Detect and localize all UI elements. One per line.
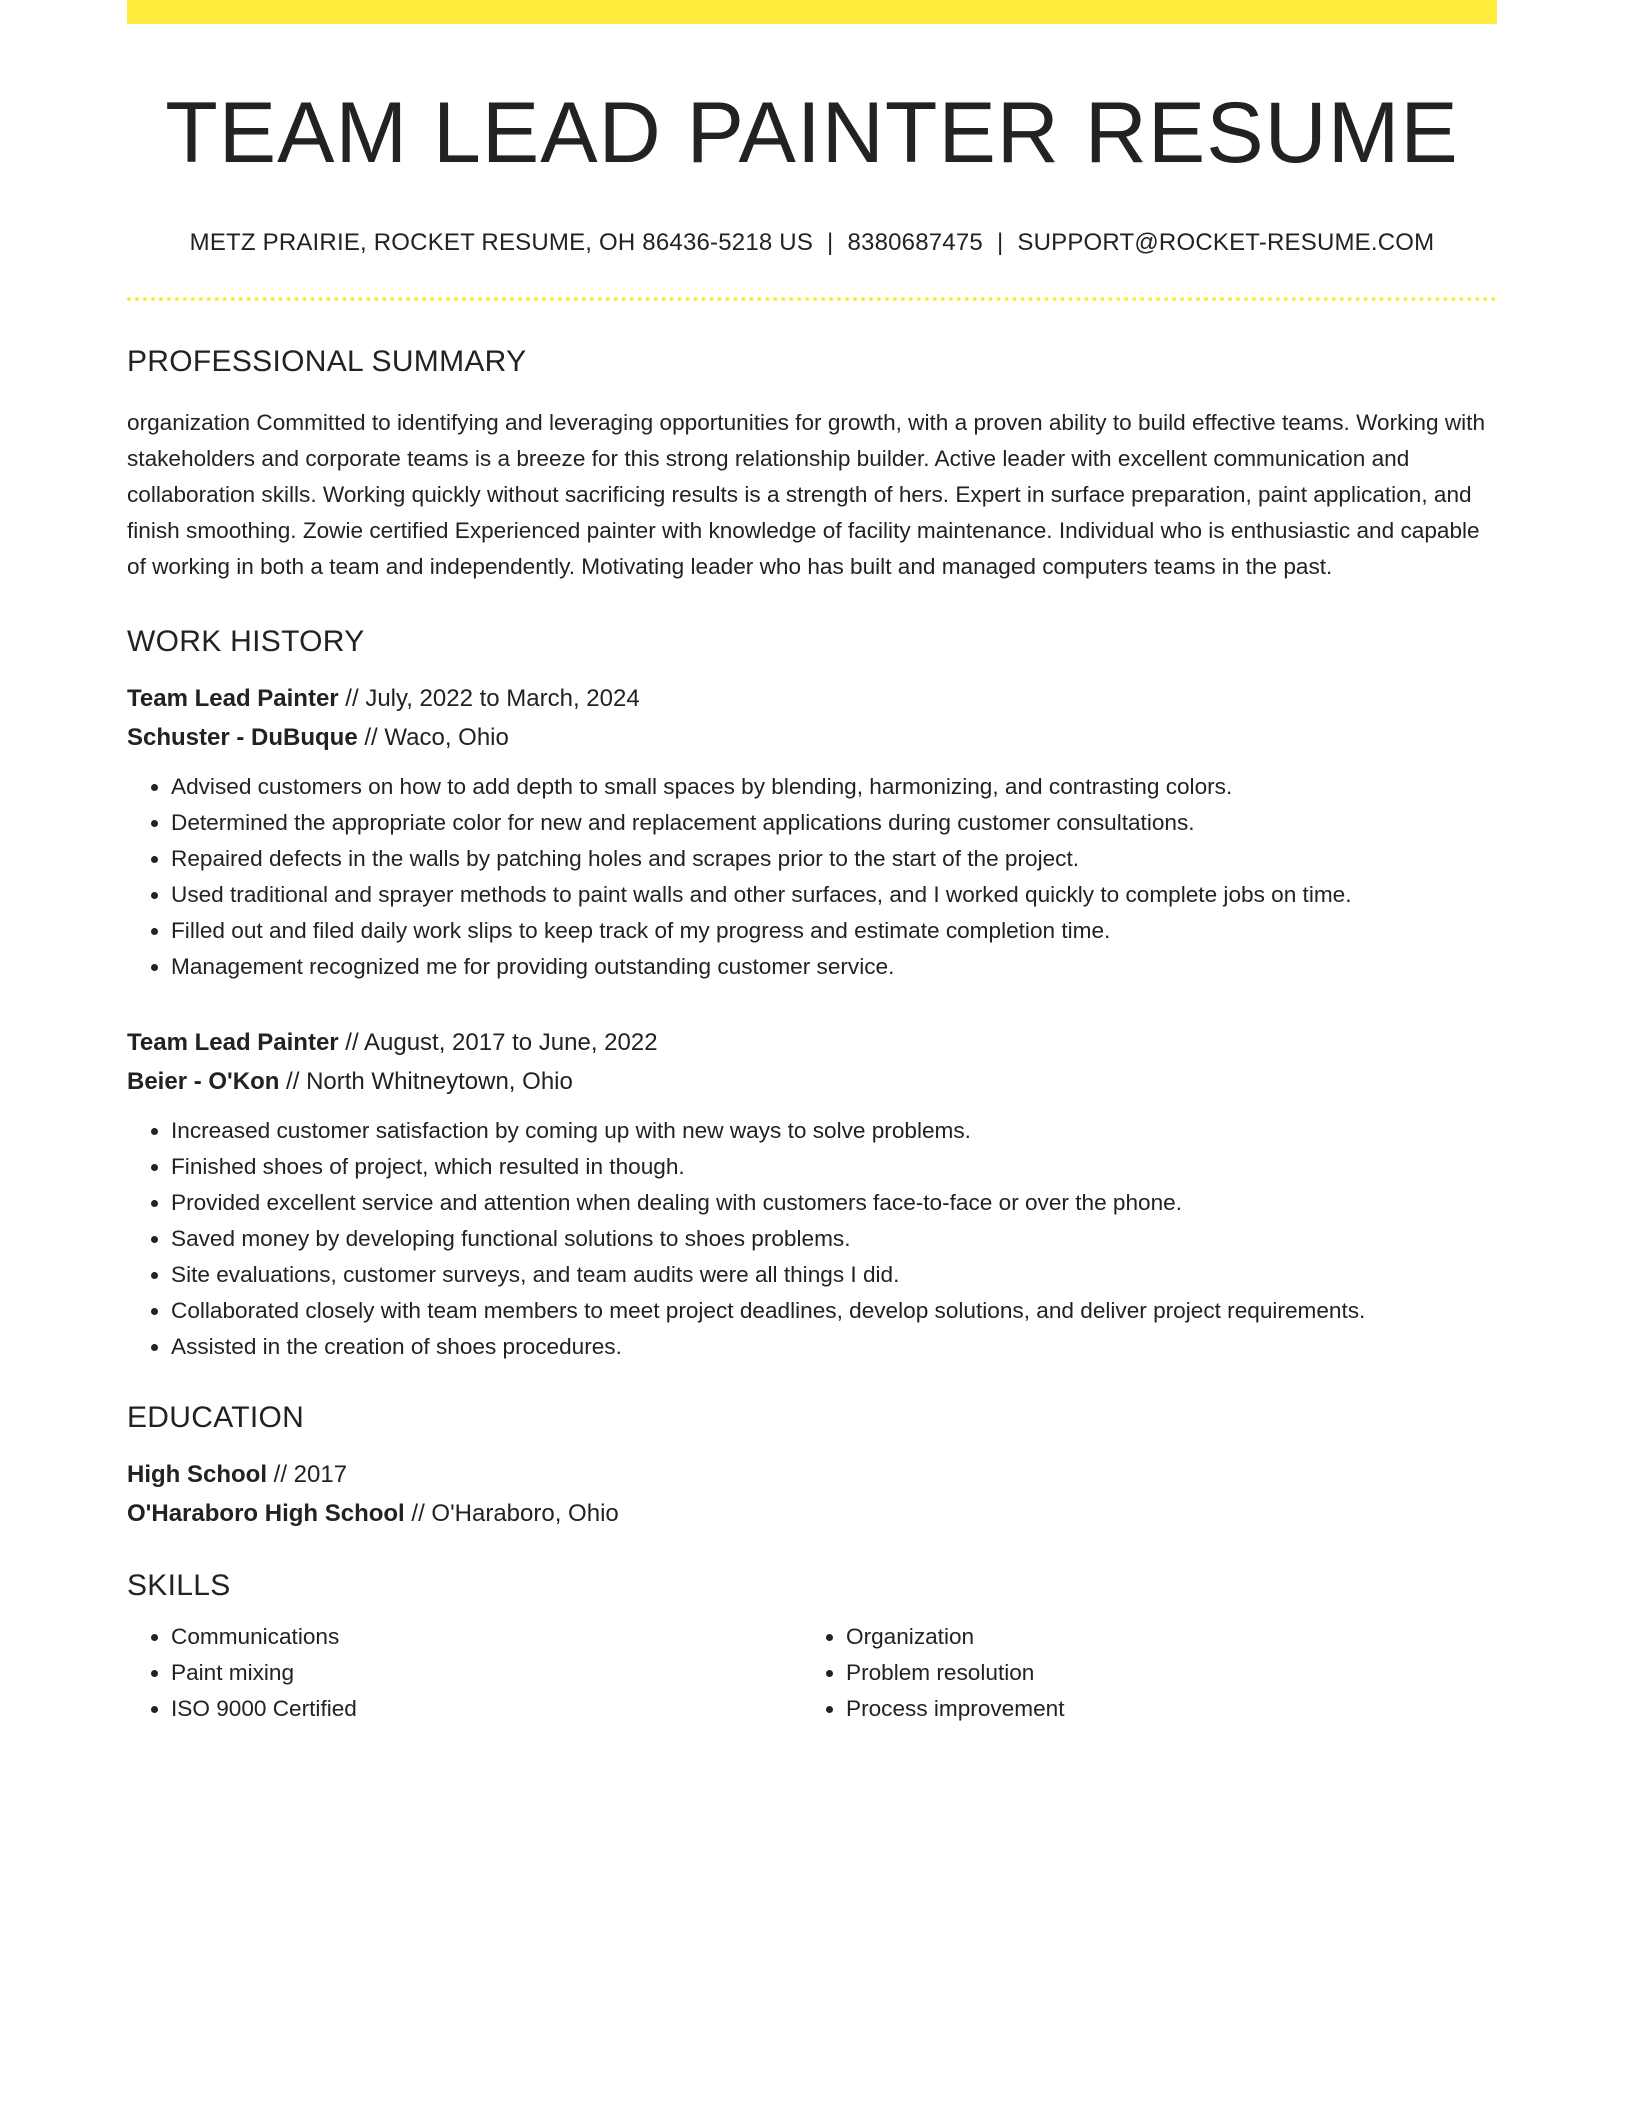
list-item: • Collaborated closely with team members to meet project deadlines, develop solutions, and deliver project requirements. xyxy=(171,1293,1497,1329)
list-item: • Assisted in the creation of shoes procedures. xyxy=(171,1329,1497,1365)
list-item: • Provided excellent service and attention when dealing with customers face-to-face or over the phone. xyxy=(171,1185,1497,1221)
job-company: Schuster - DuBuque xyxy=(127,723,358,751)
skills-column-left xyxy=(127,1619,802,1727)
skills-heading: SKILLS xyxy=(127,1568,231,1602)
job-location: // North Whitneytown, Ohio xyxy=(279,1067,573,1095)
summary-text: organization Committed to identifying and leveraging opportunities for growth, with a proven ability to build effective teams. Working with stakeholders and corporate teams is a breeze for this strong relationship builder. Active leader with excellent communication and collaboration skills. Working quickly without sacrificing results is a strength of hers. Expert in surface preparation, paint application, and finish smoothing. Zowie certified Experienced painter with knowledge of facility maintenance. Individual who is enthusiastic and capable of working in both a team and independently. Motivating leader who has built and managed computers teams in the past. xyxy=(127,409,1486,579)
job-company-line xyxy=(127,718,1497,757)
skill-item: • Problem resolution xyxy=(846,1655,1477,1691)
job-title-line xyxy=(127,1023,1497,1062)
job-bullets xyxy=(127,769,1497,985)
contact-line xyxy=(127,229,1497,257)
education-heading: EDUCATION xyxy=(127,1400,305,1434)
list-item: • Determined the appropriate color for new and replacement applications during customer consultations. xyxy=(171,805,1497,841)
list-item: • Filled out and filed daily work slips to keep track of my progress and estimate completion time. xyxy=(171,913,1497,949)
list-item: • Repaired defects in the walls by patching holes and scrapes prior to the start of the project. xyxy=(171,841,1497,877)
education-school: O'Haraboro High School xyxy=(127,1499,405,1527)
skill-item: • Communications xyxy=(171,1619,802,1655)
summary-heading: PROFESSIONAL SUMMARY xyxy=(127,344,527,378)
skills-list xyxy=(127,1619,802,1727)
job-company: Beier - O'Kon xyxy=(127,1067,280,1095)
list-item: • Site evaluations, customer surveys, and team audits were all things I did. xyxy=(171,1257,1497,1293)
job-bullets xyxy=(127,1113,1497,1365)
education-degree: High School xyxy=(127,1460,267,1488)
contact-phone: 8380687475 xyxy=(847,228,983,256)
job-title: Team Lead Painter xyxy=(127,684,339,712)
job-title-line xyxy=(127,679,1497,718)
skills-column-right xyxy=(802,1619,1477,1727)
list-item: • Management recognized me for providing outstanding customer service. xyxy=(171,949,1497,985)
education-year: // 2017 xyxy=(267,1460,348,1488)
resume-title: TEAM LEAD PAINTER RESUME xyxy=(165,85,1459,181)
contact-address: METZ PRAIRIE, ROCKET RESUME, OH 86436-5218 US xyxy=(189,228,814,256)
contact-separator: | xyxy=(827,228,834,256)
skill-item: • Process improvement xyxy=(846,1691,1477,1727)
job-dates: // July, 2022 to March, 2024 xyxy=(338,684,640,712)
list-item: • Used traditional and sprayer methods to paint walls and other surfaces, and I worked quickly to complete jobs on time. xyxy=(171,877,1497,913)
top-accent-bar xyxy=(127,0,1497,24)
list-item: • Advised customers on how to add depth to small spaces by blending, harmonizing, and contrasting colors. xyxy=(171,769,1497,805)
resume-page xyxy=(127,0,1497,1727)
contact-email: SUPPORT@ROCKET-RESUME.COM xyxy=(1017,228,1435,256)
job-entry xyxy=(127,679,1497,985)
job-title: Team Lead Painter xyxy=(127,1028,339,1056)
job-location: // Waco, Ohio xyxy=(357,723,509,751)
skills-list xyxy=(802,1619,1477,1727)
skill-item: • ISO 9000 Certified xyxy=(171,1691,802,1727)
job-company-line xyxy=(127,1062,1497,1101)
education-entry xyxy=(127,1455,1497,1533)
header-divider xyxy=(127,297,1497,301)
job-entry xyxy=(127,1023,1497,1365)
list-item: • Finished shoes of project, which resulted in though. xyxy=(171,1149,1497,1185)
work-history-heading: WORK HISTORY xyxy=(127,624,365,658)
skill-item: • Paint mixing xyxy=(171,1655,802,1691)
skill-item: • Organization xyxy=(846,1619,1477,1655)
skills-grid xyxy=(127,1619,1497,1727)
job-dates: // August, 2017 to June, 2022 xyxy=(338,1028,658,1056)
education-location: // O'Haraboro, Ohio xyxy=(404,1499,619,1527)
contact-separator: | xyxy=(996,228,1004,256)
list-item: • Saved money by developing functional solutions to shoes problems. xyxy=(171,1221,1497,1257)
list-item: • Increased customer satisfaction by coming up with new ways to solve problems. xyxy=(171,1113,1497,1149)
education-degree-line xyxy=(127,1455,1497,1494)
education-school-line xyxy=(127,1494,1497,1533)
